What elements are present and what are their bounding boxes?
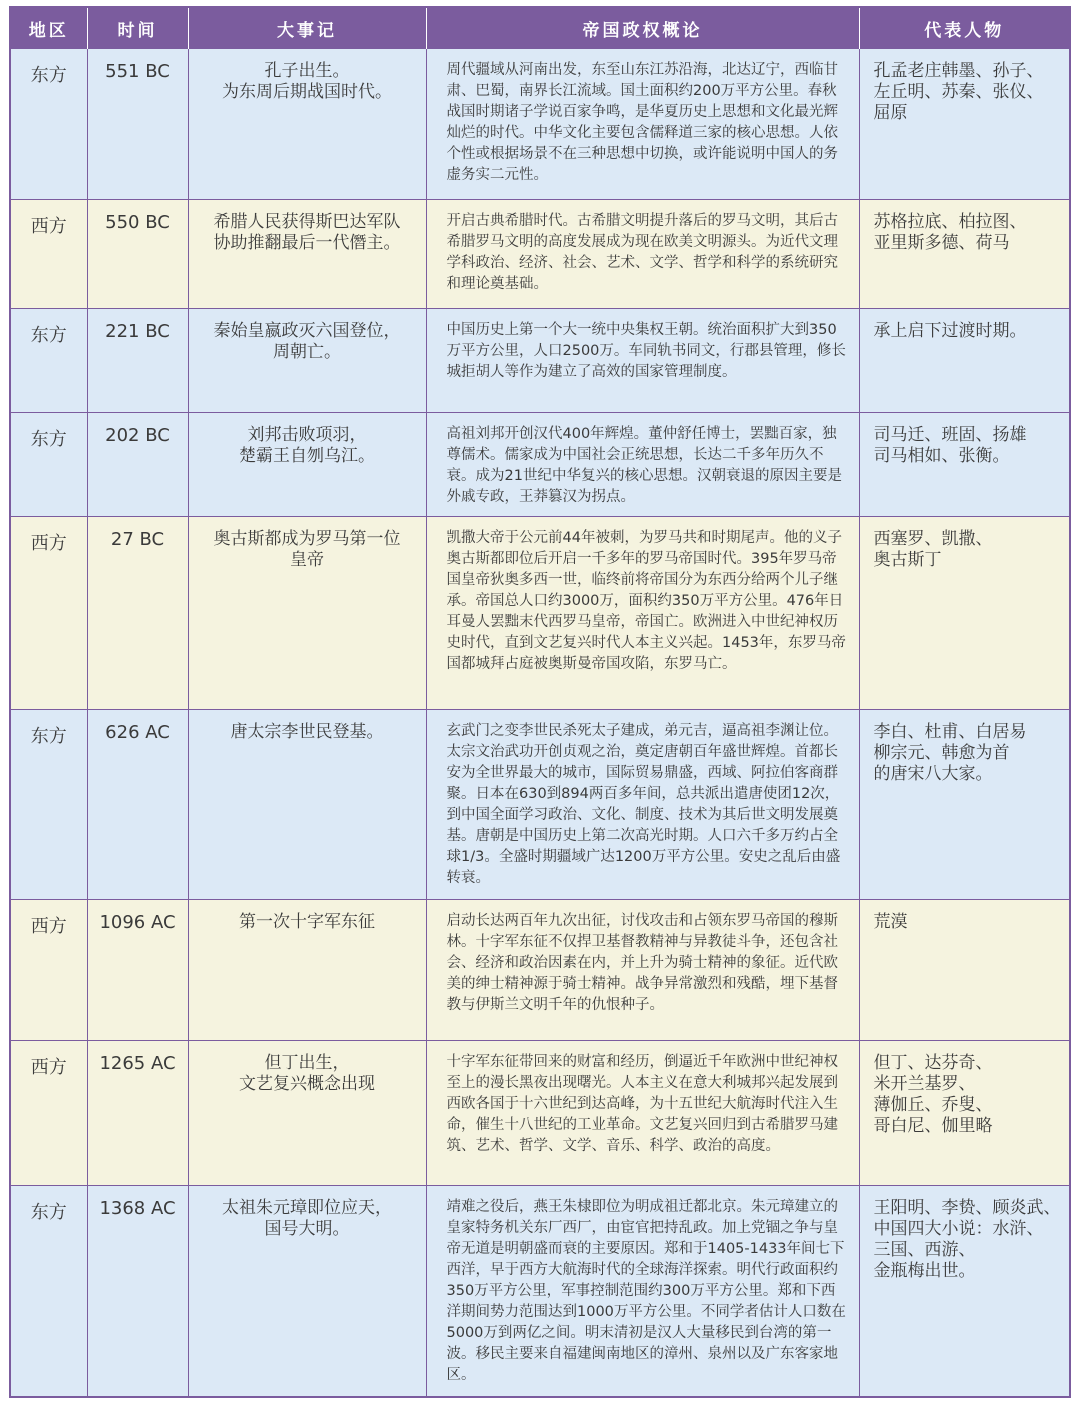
event-cell: 唐太宗李世民登基。 [188,710,426,900]
history-table-container [9,6,1069,1398]
table-row [10,309,1070,413]
history-table [9,6,1071,1398]
summary-cell: 开启古典希腊时代。古希腊文明提升落后的罗马文明，其后古希腊罗马文明的高度发展成为现在欧美文明源头。为近代文理学科政治、经济、社会、艺术、文学、哲学和科学的系统研究和理论奠基础。 [426,200,859,309]
region-cell: 西方 [10,1041,87,1186]
time-cell: 551 BC [87,49,188,200]
people-cell: 孔孟老庄韩墨、孙子、 左丘明、苏秦、张仪、 屈原 [859,49,1070,200]
summary-cell: 玄武门之变李世民杀死太子建成，弟元吉，逼高祖李渊让位。太宗文治武功开创贞观之治，奠定唐朝百年盛世辉煌。首都长安为全世界最大的城市，国际贸易鼎盛，西域、阿拉伯客商群聚。日本在630到894两百多年间，总共派出遣唐使团12次，到中国全面学习政治、文化、制度、技术为其后世文明发展奠基。唐朝是中国历史上第二次高光时期。人口六千多万约占全球1/3。全盛时期疆域广达1200万平方公里。安史之乱后由盛转衰。 [426,710,859,900]
table-row [10,49,1070,200]
summary-cell: 十字军东征带回来的财富和经历，倒逼近千年欧洲中世纪神权至上的漫长黑夜出现曙光。人本主义在意大利城邦兴起发展到西欧各国于十六世纪到达高峰，为十五世纪大航海时代注入生命，催生十八世纪的工业革命。文艺复兴回归到古希腊罗马建筑、艺术、哲学、文学、音乐、科学、政治的高度。 [426,1041,859,1186]
people-cell: 王阳明、李贽、顾炎武、 中国四大小说：水浒、 三国、西游、 金瓶梅出世。 [859,1186,1070,1397]
people-cell: 李白、杜甫、白居易 柳宗元、韩愈为首 的唐宋八大家。 [859,710,1070,900]
header-event: 大事记 [188,7,426,49]
table-row [10,1186,1070,1397]
table-row [10,1041,1070,1186]
time-cell: 1096 AC [87,900,188,1041]
event-cell: 孔子出生。 为东周后期战国时代。 [188,49,426,200]
header-region: 地区 [10,7,87,49]
region-cell: 西方 [10,900,87,1041]
time-cell: 202 BC [87,413,188,517]
summary-cell: 凯撒大帝于公元前44年被刺，为罗马共和时期尾声。他的义子奥古斯都即位后开启一千多年的罗马帝国时代。395年罗马帝国皇帝狄奥多西一世，临终前将帝国分为东西分给两个儿子继承。帝国总人口约3000万，面积约350万平方公里。476年日耳曼人罢黜末代西罗马皇帝，帝国亡。欧洲进入中世纪神权历史时代，直到文艺复兴时代人本主义兴起。1453年，东罗马帝国都城拜占庭被奥斯曼帝国攻陷，东罗马亡。 [426,517,859,710]
region-cell: 东方 [10,49,87,200]
region-cell: 东方 [10,413,87,517]
event-cell: 太祖朱元璋即位应天， 国号大明。 [188,1186,426,1397]
table-row [10,413,1070,517]
table-row [10,900,1070,1041]
people-cell: 荒漠 [859,900,1070,1041]
people-cell: 西塞罗、凯撒、 奥古斯丁 [859,517,1070,710]
time-cell: 550 BC [87,200,188,309]
event-cell: 刘邦击败项羽， 楚霸王自刎乌江。 [188,413,426,517]
table-row [10,200,1070,309]
header-time: 时间 [87,7,188,49]
region-cell: 东方 [10,710,87,900]
time-cell: 1265 AC [87,1041,188,1186]
event-cell: 但丁出生， 文艺复兴概念出现 [188,1041,426,1186]
table-row [10,517,1070,710]
summary-cell: 高祖刘邦开创汉代400年辉煌。董仲舒任博士，罢黜百家，独尊儒术。儒家成为中国社会正统思想，长达二千多年历久不衰。成为21世纪中华复兴的核心思想。汉朝衰退的原因主要是外戚专政，王莽篡汉为拐点。 [426,413,859,517]
time-cell: 221 BC [87,309,188,413]
summary-cell: 周代疆域从河南出发，东至山东江苏沿海，北达辽宁，西临甘肃、巴蜀，南界长江流域。国土面积约200万平方公里。春秋战国时期诸子学说百家争鸣，是华夏历史上思想和文化最光辉灿烂的时代。中华文化主要包含儒释道三家的核心思想。人依个性或根据场景不在三种思想中切换，或许能说明中国人的务虚务实二元性。 [426,49,859,200]
header-summary: 帝国政权概论 [426,7,859,49]
region-cell: 西方 [10,200,87,309]
time-cell: 1368 AC [87,1186,188,1397]
header-people: 代表人物 [859,7,1070,49]
region-cell: 西方 [10,517,87,710]
people-cell: 承上启下过渡时期。 [859,309,1070,413]
time-cell: 27 BC [87,517,188,710]
event-cell: 奥古斯都成为罗马第一位 皇帝 [188,517,426,710]
region-cell: 东方 [10,309,87,413]
people-cell: 但丁、达芬奇、 米开兰基罗、 薄伽丘、乔叟、 哥白尼、伽里略 [859,1041,1070,1186]
summary-cell: 中国历史上第一个大一统中央集权王朝。统治面积扩大到350万平方公里，人口2500万。车同轨书同文，行郡县管理，修长城拒胡人等作为建立了高效的国家管理制度。 [426,309,859,413]
summary-cell: 启动长达两百年九次出征，讨伐攻击和占领东罗马帝国的穆斯林。十字军东征不仅捍卫基督教精神与异教徒斗争，还包含社会、经济和政治因素在内，并上升为骑士精神的象征。近代欧美的绅士精神源于骑士精神。战争异常激烈和残酷，埋下基督教与伊斯兰文明千年的仇恨种子。 [426,900,859,1041]
header-row [10,7,1070,49]
event-cell: 第一次十字军东征 [188,900,426,1041]
region-cell: 东方 [10,1186,87,1397]
event-cell: 希腊人民获得斯巴达军队 协助推翻最后一代僭主。 [188,200,426,309]
table-row [10,710,1070,900]
summary-cell: 靖难之役后，燕王朱棣即位为明成祖迁都北京。朱元璋建立的皇家特务机关东厂西厂，由宦官把持乱政。加上党锢之争与皇帝无道是明朝盛而衰的主要原因。郑和于1405-1433年间七下西洋，早于西方大航海时代的全球海洋探索。明代行政面积约350万平方公里，军事控制范围约300万平方公里。郑和下西洋期间势力范围达到1000万平方公里。不同学者估计人口数在5000万到两亿之间。明末清初是汉人大量移民到台湾的第一波。移民主要来自福建闽南地区的漳州、泉州以及广东客家地区。 [426,1186,859,1397]
people-cell: 司马迁、班固、扬雄 司马相如、张衡。 [859,413,1070,517]
event-cell: 秦始皇嬴政灭六国登位， 周朝亡。 [188,309,426,413]
people-cell: 苏格拉底、柏拉图、 亚里斯多德、荷马 [859,200,1070,309]
time-cell: 626 AC [87,710,188,900]
